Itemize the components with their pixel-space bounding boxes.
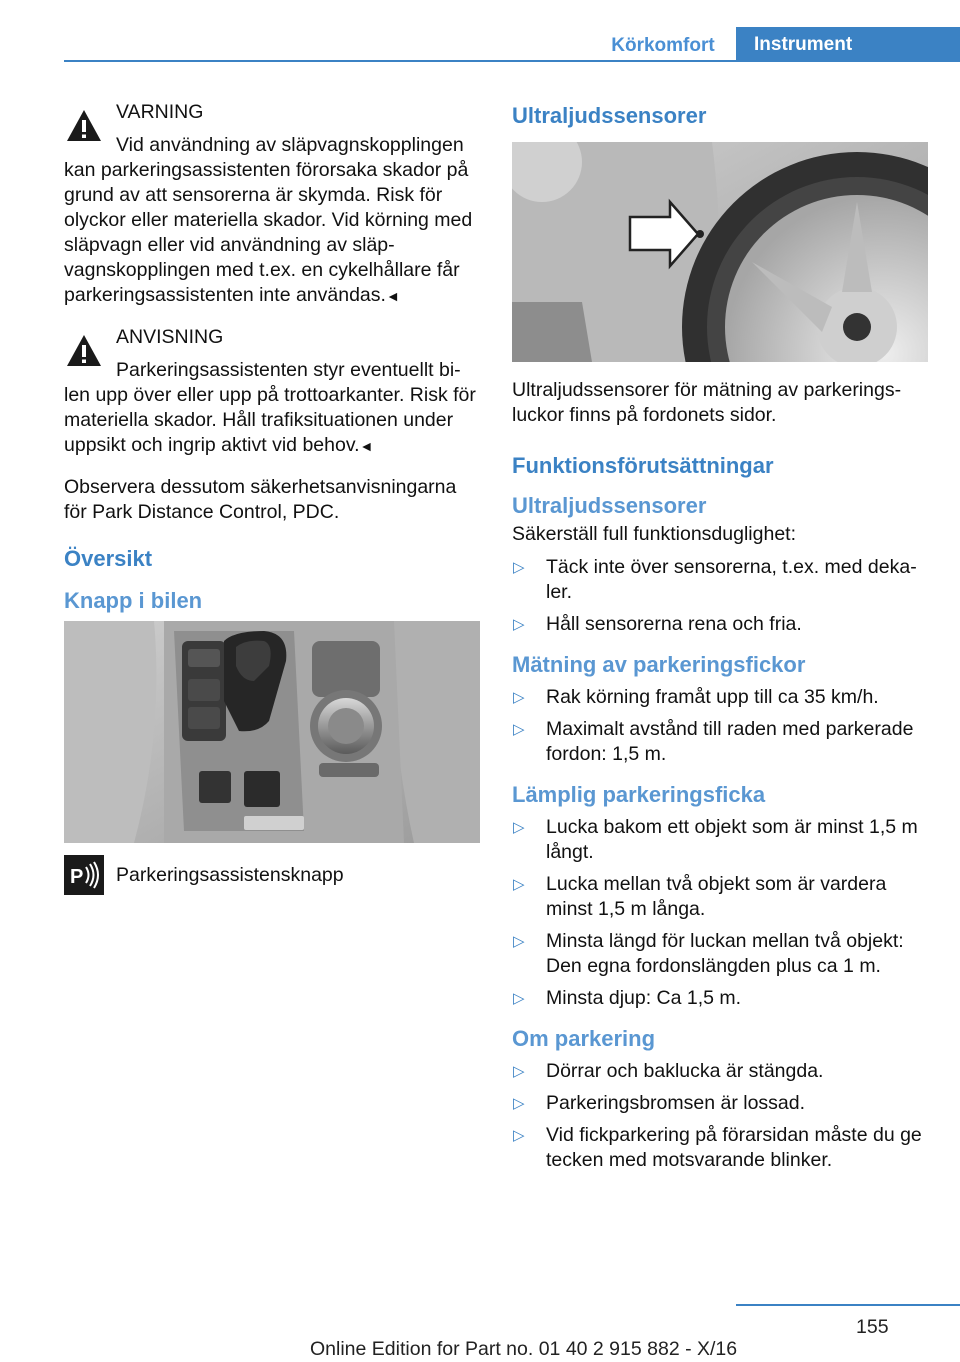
sensors-heading: Ultraljudssensorer [512,103,707,128]
list-item: ▷ Täck inte över sensorerna, t.ex. med dekaler. [513,556,917,603]
section-about-parking [512,1025,928,1173]
list-item: ▷ Minsta längd för luckan mellan två objekt: Den egna fordonslängden plus ca 1 m. [513,930,904,977]
overview-heading: Översikt [64,546,153,571]
wheel-sensor-photo [512,142,928,362]
observe-text: Observera dessutom säkerhetsanvisningarna för Park Distance Control, PDC. [64,476,457,523]
list-item: ▷ Lucka bakom ett objekt som är minst 1,5 m långt. [513,816,918,863]
warning-label: VARNING [116,101,204,123]
bullet-triangle-icon: ▷ [513,933,525,950]
page-number: 155 [856,1316,889,1338]
bullet-triangle-icon: ▷ [513,1063,525,1080]
section-suitable-space [512,781,928,1011]
header-rule [64,60,960,62]
warning-triangle-icon [64,331,104,371]
edition-text: Online Edition for Part no. 01 40 2 915 882 - X/16 [310,1338,738,1360]
right-column [512,100,928,1180]
bullet-triangle-icon: ▷ [513,721,525,738]
list-item: ▷ Lucka mellan två objekt som är vardera minst 1,5 m långa. [513,873,887,920]
bullet-triangle-icon: ▷ [513,616,525,633]
parking-button-caption-text: Parkeringsassistensknapp [116,864,344,886]
svg-text:P: P [70,866,84,888]
section-heading: Mätning av parkeringsfickor [512,652,806,677]
bullet-triangle-icon: ▷ [513,990,525,1007]
end-mark: ◄ [359,438,374,454]
sensors-text: Ultraljudssensorer för mätning av parkeringsluckor finns på fordonets sidor. [512,379,902,426]
notice-label: ANVISNING [116,326,224,348]
section-heading: Om parkering [512,1026,656,1051]
list-item: ▷ Vid fickparkering på förarsidan måste du ge tecken med motsvarande blinker. [513,1124,922,1171]
button-in-car-heading: Knapp i bilen [64,588,203,613]
list-item: ▷ Håll sensorerna rena och fria. [513,613,802,635]
footer-rule [736,1304,960,1306]
notice-block [64,325,480,459]
section-heading: Ultraljudssensorer [512,493,707,518]
section-heading: Lämplig parkeringsficka [512,782,766,807]
bullet-triangle-icon: ▷ [513,1095,525,1112]
functions-heading: Funktionsförutsättningar [512,453,774,478]
warning-block [64,100,480,309]
left-column [64,100,480,919]
parking-button-caption [64,863,480,903]
bullet-triangle-icon: ▷ [513,1127,525,1144]
parking-assistant-icon [64,855,104,895]
list-item: ▷ Rak körning framåt upp till ca 35 km/h. [513,686,879,708]
list-item: ▷ Minsta djup: Ca 1,5 m. [513,987,742,1009]
list-item: ▷ Dörrar och baklucka är stängda. [513,1060,824,1082]
notice-text: Parkeringsassistenten styr eventuellt bilen upp över eller upp på trottoarkanter. Risk för materiella skador. Håll trafiksituationen under uppsikt och ingrip aktivt vid behov.◄ [64,359,476,456]
bullet-triangle-icon: ▷ [513,819,525,836]
list-item: ▷ Maximalt avstånd till raden med parkerade fordon: 1,5 m. [513,718,914,765]
center-console-photo [64,621,480,843]
section-ultrasonic [512,492,928,637]
section-tab-instrument[interactable]: Instrument [736,27,960,62]
bullet-triangle-icon: ▷ [513,689,525,706]
bullet-triangle-icon: ▷ [513,559,525,576]
bullet-triangle-icon: ▷ [513,876,525,893]
section-tab-korkomfort[interactable]: Körkomfort [611,35,715,56]
section-intro: Säkerställ full funktionsduglighet: [512,523,796,545]
end-mark: ◄ [385,288,400,304]
section-measuring [512,651,928,767]
warning-triangle-icon [64,106,104,146]
warning-text: Vid användning av släpvagnskopplingen kan parkeringsassistenten förorsaka skador på grund av att sensorerna är skymda. Risk för olyckor eller materiella skador. Vid körning med släpvagn eller vid användning av släpvagnskopplingen med t.ex. en cykelhållare får parkeringsassistenten inte användas.◄ [64,134,473,306]
page-header [0,0,960,62]
list-item: ▷ Parkeringsbromsen är lossad. [513,1092,806,1114]
